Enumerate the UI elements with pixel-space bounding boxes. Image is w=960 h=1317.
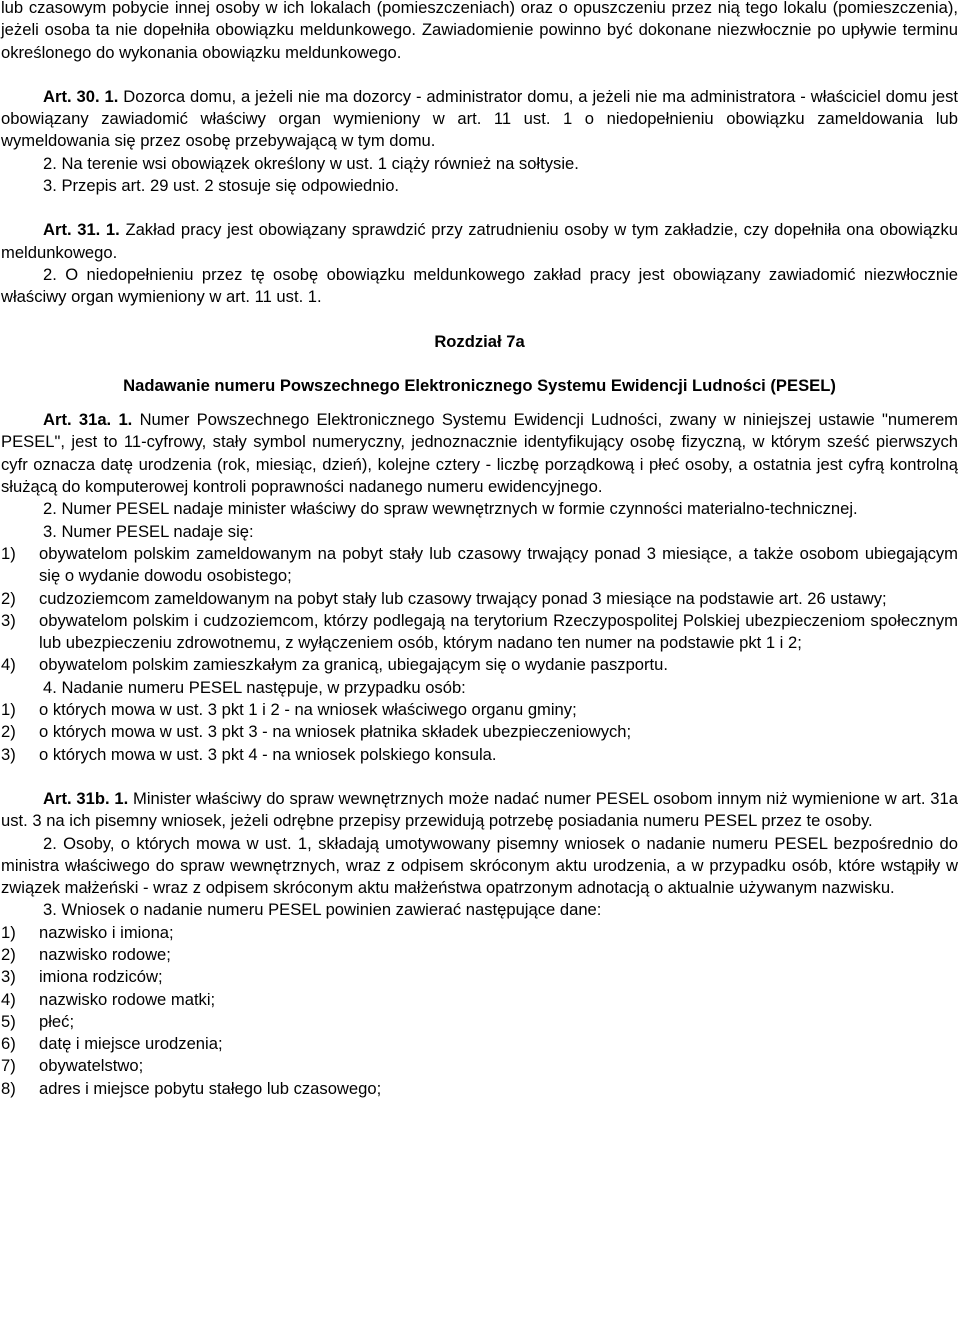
art-30-heading: Art. 30. 1.: [43, 86, 119, 106]
art-30-text-1: Dozorca domu, a jeżeli nie ma dozorcy - administrator domu, a jeżeli nie ma administratora - właściciel domu jest obowiązany zawiadomić właściwy organ wymieniony w art. 11 ust. 1 o niedopełnieniu obowiązku zameldowania lub wymeldowania się przez osobę przebywającą w tym domu.: [1, 86, 958, 151]
art-31-heading: Art. 31. 1.: [43, 220, 120, 240]
list-item: 2) nazwisko rodowe;: [1, 944, 171, 964]
art-31b-paragraph-1: [1, 788, 958, 833]
art-31-paragraph-1: [1, 219, 958, 264]
art-31-text-1: Zakład pracy jest obowiązany sprawdzić przy zatrudnieniu osoby w tym zakładzie, czy dopełniła ona obowiązku meldunkowego.: [1, 220, 958, 262]
list-item: 1) nazwisko i imiona;: [1, 922, 174, 942]
art-30-paragraph-1: [1, 86, 958, 153]
list-item: 8) adres i miejsce pobytu stałego lub czasowego;: [1, 1078, 382, 1098]
art-31a-text-1: Numer Powszechnego Elektronicznego Systemu Ewidencji Ludności, zwany w niniejszej ustawie "numerem PESEL", jest to 11-cyfrowy, stały symbol numeryczny, jednoznacznie identyfikujący osobę fizyczną, w którym sześć pierwszych cyfr oznacza datę urodzenia (rok, miesiąc, dzień), kolejne cztery - liczbę porządkową i płeć osoby, a ostatnia jest cyfrą kontrolną służącą do komputerowej kontroli poprawności nadanego numeru ewidencyjnego.: [1, 410, 958, 497]
art-31b-paragraph-2: 2. Osoby, o których mowa w ust. 1, składają umotywowany pisemny wniosek o nadanie numeru PESEL bezpośrednio do ministra właściwego do spraw wewnętrznych, wraz z odpisem skróconym aktu urodzenia, a w przypadku osób, które wstąpiły w związek małżeński - wraz z odpisem skróconym aktu małżeństwa opatrzonym adnotacją o aktualnie używanym nazwisku.: [1, 833, 958, 898]
list-item: 2) cudzoziemcom zameldowanym na pobyt stały lub czasowy trwający ponad 3 miesiące na podstawie art. 26 ustawy;: [1, 588, 887, 608]
art-31a-paragraph-1: [1, 409, 958, 498]
list-item: 3) imiona rodziców;: [1, 967, 163, 987]
art-31b-list-3: [1, 922, 958, 1100]
list-item: 4) obywatelom polskim zamieszkałym za granicą, ubiegającym się o wydanie paszportu.: [1, 655, 668, 675]
art-31-paragraph-2: 2. O niedopełnieniu przez tę osobę obowiązku meldunkowego zakład pracy jest obowiązany zawiadomić niezwłocznie właściwy organ wymieniony w art. 11 ust. 1.: [1, 264, 958, 307]
chapter-subtitle: Nadawanie numeru Powszechnego Elektronicznego Systemu Ewidencji Ludności (PESEL): [123, 375, 836, 395]
art-31b-paragraph-3: 3. Wniosek o nadanie numeru PESEL powinien zawierać następujące dane:: [43, 900, 602, 920]
art-31a-list-3: [1, 543, 958, 677]
list-item: 1) o których mowa w ust. 3 pkt 1 i 2 - na wniosek właściwego organu gminy;: [1, 700, 577, 720]
art-31a-heading: Art. 31a. 1.: [43, 410, 133, 430]
art-31a-paragraph-2: 2. Numer PESEL nadaje minister właściwy do spraw wewnętrznych w formie czynności materialno-technicznej.: [43, 499, 858, 519]
art-31a-list-4: [1, 699, 958, 766]
art-31b-text-1: Minister właściwy do spraw wewnętrznych może nadać numer PESEL osobom innym niż wymienione w art. 31a ust. 3 na ich pisemny wniosek, jeżeli odrębne przepisy przewidują potrzebę posiadania numeru PESEL przez te osoby.: [1, 788, 958, 831]
intro-paragraph: lub czasowym pobycie innej osoby w ich lokalach (pomieszczeniach) oraz o opuszczeniu przez nią tego lokalu (pomieszczenia), jeżeli osoba ta nie dopełniła obowiązku meldunkowego. Zawiadomienie powinno być dokonane niezwłocznie po upływie terminu określonego do wykonania obowiązku meldunkowego.: [1, 0, 958, 62]
art-31a-paragraph-4: 4. Nadanie numeru PESEL następuje, w przypadku osób:: [43, 677, 466, 697]
list-item: 5) płeć;: [1, 1011, 75, 1031]
list-item: 3) obywatelom polskim i cudzoziemcom, którzy podlegają na terytorium Rzeczypospolitej Polskiej ubezpieczeniom społecznym lub ubezpieczeniu zdrowotnemu, z wyłączeniem osób, którym nadano ten numer na podstawie pkt 1 i 2;: [1, 610, 958, 653]
art-31b-heading: Art. 31b. 1.: [43, 788, 129, 808]
list-item: 3) o których mowa w ust. 3 pkt 4 - na wniosek polskiego konsula.: [1, 744, 497, 764]
art-30-paragraph-2: 2. Na terenie wsi obowiązek określony w ust. 1 ciąży również na sołtysie.: [43, 153, 579, 173]
list-item: 4) nazwisko rodowe matki;: [1, 989, 216, 1009]
list-item: 2) o których mowa w ust. 3 pkt 3 - na wniosek płatnika składek ubezpieczeniowych;: [1, 722, 632, 742]
list-item: 6) datę i miejsce urodzenia;: [1, 1034, 223, 1054]
art-31a-paragraph-3: 3. Numer PESEL nadaje się:: [43, 521, 254, 541]
art-30-paragraph-3: 3. Przepis art. 29 ust. 2 stosuje się odpowiednio.: [43, 176, 400, 196]
chapter-title: Rozdział 7a: [434, 331, 525, 351]
list-item: 1) obywatelom polskim zameldowanym na pobyt stały lub czasowy trwający ponad 3 miesiące, a także osobom ubiegającym się o wydanie dowodu osobistego;: [1, 543, 958, 586]
list-item: 7) obywatelstwo;: [1, 1056, 144, 1076]
